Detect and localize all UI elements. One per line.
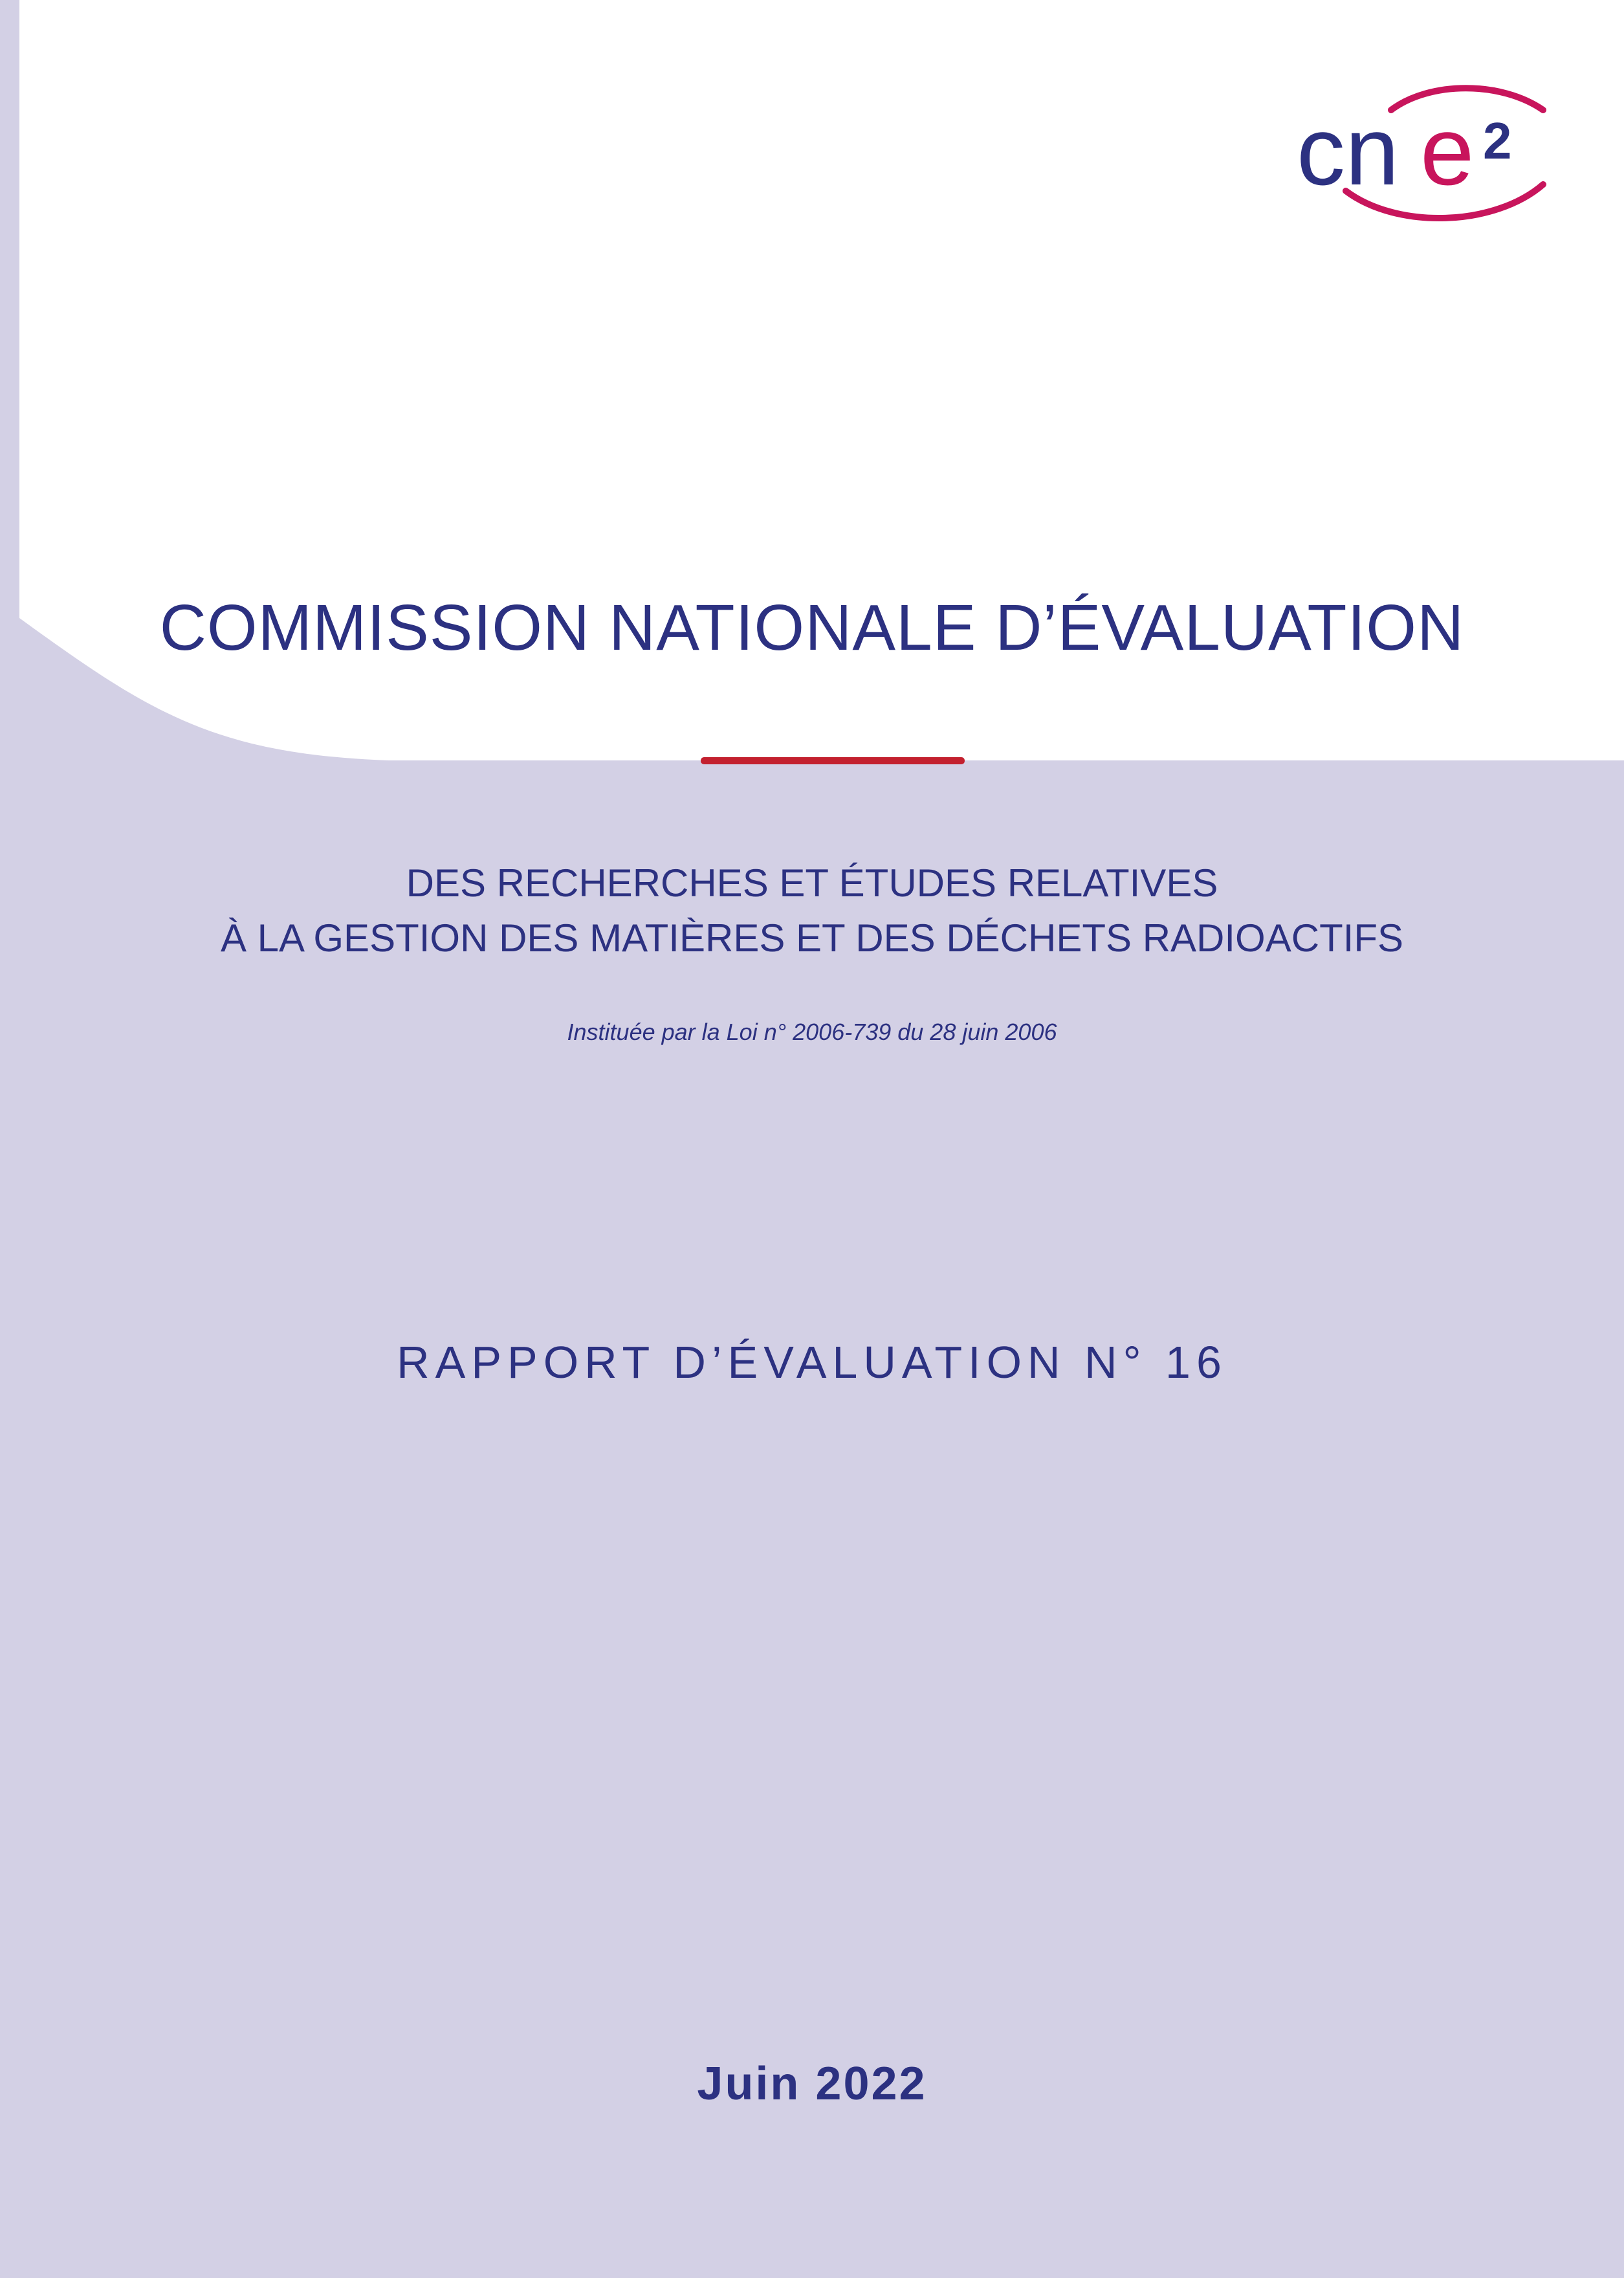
cne2-logo xyxy=(1294,74,1553,230)
subtitle-line-2: À LA GESTION DES MATIÈRES ET DES DÉCHETS RADIOACTIFS xyxy=(220,916,1404,960)
logo-superscript: 2 xyxy=(1483,112,1512,170)
legal-note: Instituée par la Loi n° 2006-739 du 28 juin 2006 xyxy=(567,1019,1057,1045)
report-number: RAPPORT D’ÉVALUATION N° 16 xyxy=(397,1337,1227,1388)
main-title: COMMISSION NATIONALE D’ÉVALUATION xyxy=(159,592,1465,664)
subtitle-line-1: DES RECHERCHES ET ÉTUDES RELATIVES xyxy=(406,861,1218,905)
accent-divider xyxy=(701,757,965,764)
cne2-logo-icon xyxy=(1294,74,1553,230)
logo-text-accent: e xyxy=(1420,96,1475,205)
logo-text-main: cn xyxy=(1297,96,1399,205)
report-date: Juin 2022 xyxy=(697,2058,927,2110)
